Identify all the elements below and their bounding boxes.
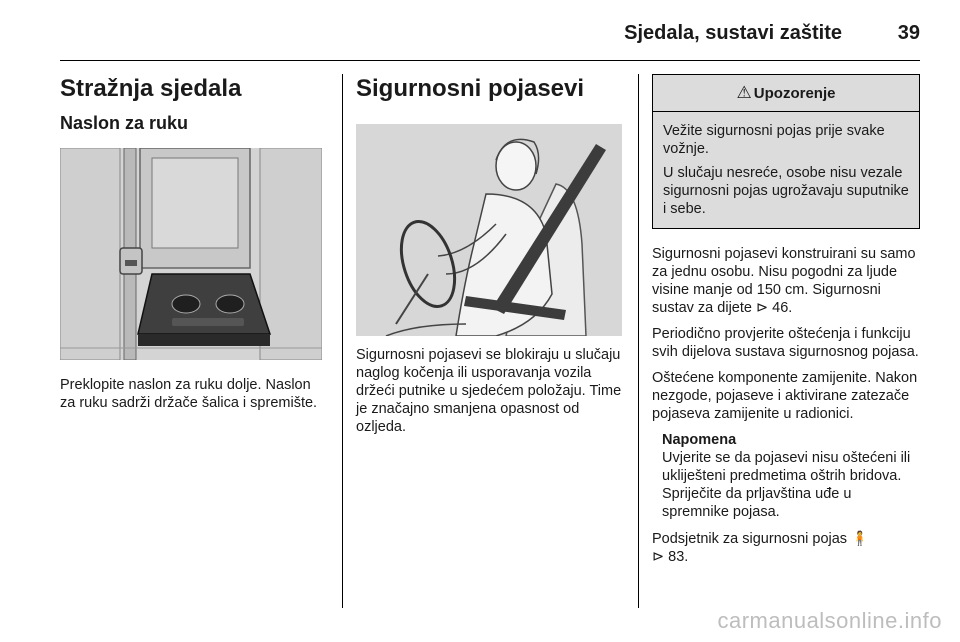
belt-check-paragraph: Periodično provjerite oštećenja i funkciju svih dijelova sustava sigurnosnog pojasa. — [652, 326, 919, 360]
seatbelts-paragraph: Sigurnosni pojasevi se blokiraju u slučaju naglog kočenja ili usporavanja vozila držeći putnike u sjedećem položaju. Time je značajno smanjena opasnost od ozljeda. — [356, 347, 622, 435]
note-text: Uvjerite se da pojasevi nisu oštećeni ili ukliješteni predmetima oštrih bridova. Spriječite da prljavština uđe u spremnike pojasa. — [662, 450, 911, 520]
seatbelt-drawing — [356, 124, 622, 336]
armrest-illustration — [60, 148, 322, 360]
belt-design-paragraph: Sigurnosni pojasevi konstruirani su samo za jednu osobu. Nisu pogodni za ljude visine manje od 150 cm. Sigurnosni sustav za dijete ⊳ 46. — [652, 246, 916, 316]
column-warning — [652, 74, 920, 566]
armrest-paragraph: Preklopite naslon za ruku dolje. Naslon za ruku sadrži držače šalica i spremište. — [60, 377, 318, 411]
column-divider — [342, 74, 343, 608]
column-rear-seats — [60, 74, 326, 412]
page-header — [0, 14, 920, 54]
reminder-reference: ⊳ 83. — [652, 549, 689, 565]
column-divider — [638, 74, 639, 608]
warning-box — [652, 74, 920, 229]
warning-text-2: U slučaju nesreće, osobe nisu vezale sigurnosni pojas ugrožavaju suputnike i sebe. — [663, 165, 909, 217]
warning-text-1: Vežite sigurnosni pojas prije svake vožnje. — [663, 123, 885, 157]
armrest-subheading: Naslon za ruku — [60, 113, 189, 133]
seat-belts-heading: Sigurnosni pojasevi — [356, 75, 585, 102]
reminder-paragraph — [652, 529, 920, 566]
warning-title: Upozorenje — [753, 84, 836, 102]
section-title: Sjedala, sustavi zaštite — [624, 22, 842, 44]
seatbelt-icon: 🧍 — [851, 530, 869, 546]
header-rule — [60, 60, 920, 61]
armrest-drawing — [60, 148, 322, 360]
page-number: 39 — [897, 22, 920, 44]
warning-body — [653, 112, 919, 228]
watermark: carmanualsonline.info — [717, 608, 942, 633]
column-seat-belts — [356, 74, 624, 436]
seatbelt-illustration — [356, 124, 622, 336]
belt-replace-paragraph: Oštećene komponente zamijenite. Nakon nezgode, pojaseve i aktivirane zatezače pojaseva zamijenite u radionici. — [652, 370, 918, 422]
note-block — [662, 431, 920, 521]
rear-seats-heading: Stražnja sjedala — [60, 75, 242, 102]
warning-header — [653, 75, 919, 112]
reminder-text: Podsjetnik za sigurnosni pojas — [652, 531, 848, 547]
note-title: Napomena — [662, 432, 737, 448]
warning-triangle-icon: ⚠ — [736, 83, 752, 102]
